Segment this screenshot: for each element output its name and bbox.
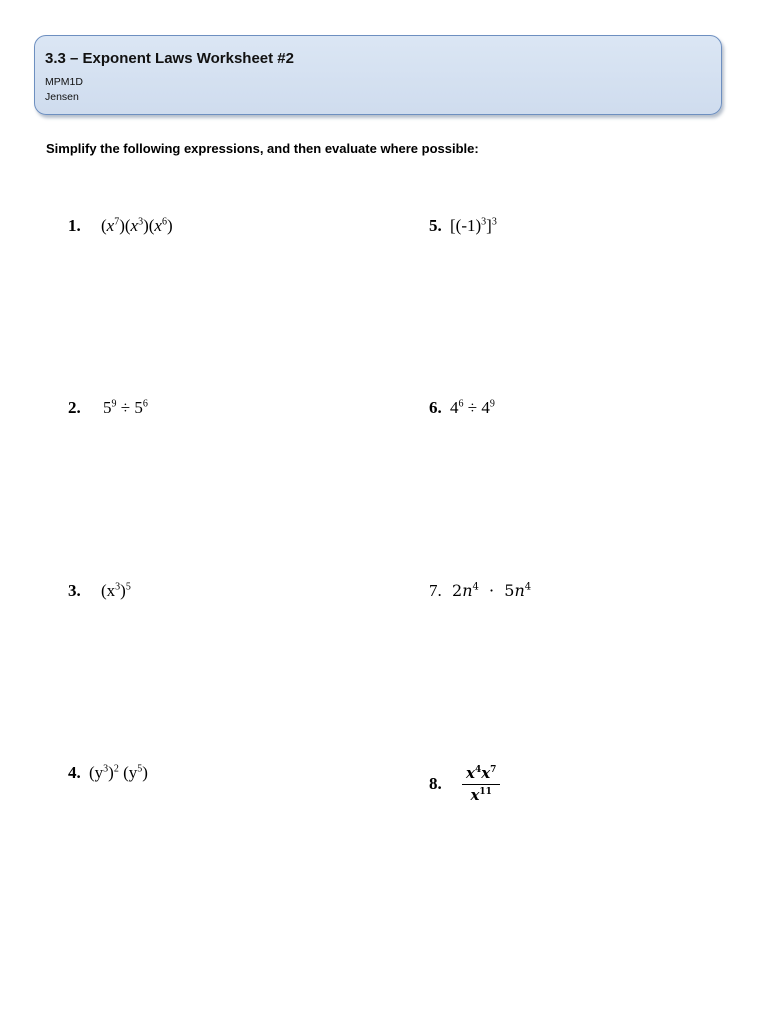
problem-number: 7.	[429, 581, 442, 600]
problem-7	[429, 581, 531, 601]
problem-number: 8.	[429, 774, 442, 793]
problem-2	[68, 398, 148, 418]
fraction-denominator: $x^{11}$	[470, 786, 492, 804]
problem-number: 3.	[68, 581, 81, 600]
problem-6	[429, 398, 495, 418]
problem-expression: $(x^3)^5$	[101, 581, 131, 600]
worksheet-header	[34, 35, 722, 115]
problem-expression	[462, 764, 500, 804]
problem-8	[429, 764, 500, 804]
problem-expression: $2n^4 \cdot 5n^4$	[452, 581, 532, 600]
problem-expression: $(y^3)^2$ $(y^5)$	[89, 763, 148, 782]
problem-number: 2.	[68, 398, 81, 417]
instructions: Simplify the following expressions, and then evaluate where possible:	[46, 141, 479, 156]
problem-number: 4.	[68, 763, 81, 782]
problem-expression: $[(-1)^3]^3$	[450, 216, 497, 235]
problem-4	[68, 763, 148, 783]
teacher-name: Jensen	[45, 91, 79, 103]
problem-expression: $(x^7)(x^3)(x^6)$	[101, 216, 173, 235]
problem-number: 5.	[429, 216, 442, 235]
problem-3	[68, 581, 131, 601]
problem-expression: $5^9 \div 5^6$	[103, 398, 148, 417]
problem-1	[68, 216, 173, 236]
problem-number: 6.	[429, 398, 442, 417]
problem-5	[429, 216, 497, 236]
fraction-numerator: $x^4x^7$	[462, 764, 500, 785]
problem-expression: $4^6 \div 4^9$	[450, 398, 495, 417]
worksheet-title: 3.3 – Exponent Laws Worksheet #2	[45, 50, 294, 67]
problem-number: 1.	[68, 216, 81, 235]
course-code: MPM1D	[45, 76, 83, 88]
